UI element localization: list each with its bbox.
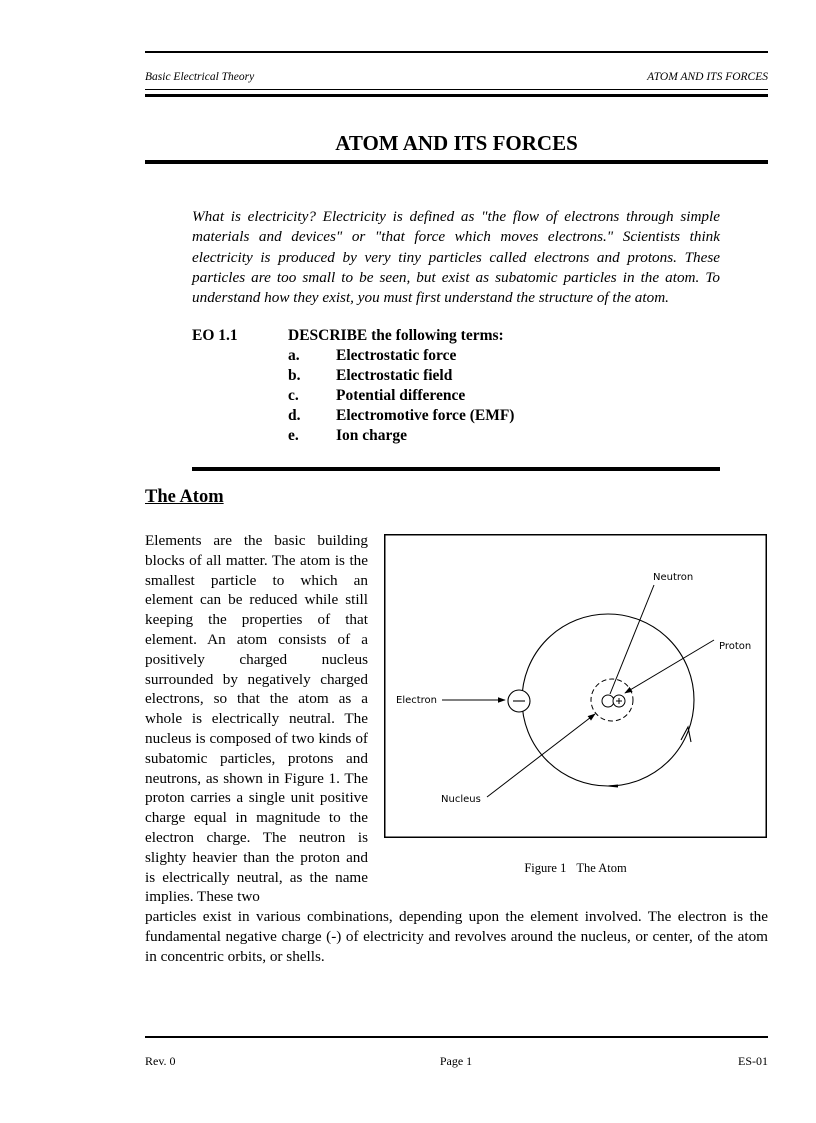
- header-bottom-rule-thick: [145, 94, 768, 97]
- objective-label: EO 1.1: [192, 327, 238, 344]
- objective-item-text: Potential difference: [336, 387, 466, 404]
- orbit-arrow-bottom: [608, 785, 618, 787]
- header-bottom-rule-thin: [145, 89, 768, 90]
- objective-heading: DESCRIBE the following terms:: [288, 327, 504, 344]
- title-rule: [145, 160, 768, 164]
- objective-item-text: Ion charge: [336, 427, 408, 444]
- neutron-particle: [602, 695, 614, 707]
- intro-paragraph: What is electricity? Electricity is defined as "the flow of electrons through simple materials and devices" or "that force which moves electrons." Scientists think electricity is produced by very tiny particles called electrons and protons. These particles are too small to be seen, but exist as subatomic particles in the atom. To understand how they exist, you must first understand the structure of the atom.: [192, 208, 720, 307]
- figure-caption-text: The Atom: [576, 861, 627, 875]
- atom-figure: [384, 534, 767, 838]
- objective-item-letter: c.: [288, 387, 299, 404]
- footer-doc-id: ES-01: [738, 1054, 768, 1068]
- proton-label: Proton: [719, 641, 752, 652]
- objective-item-letter: b.: [288, 367, 301, 384]
- objective-item-text: Electromotive force (EMF): [336, 407, 515, 424]
- header-right-text: ATOM AND ITS FORCES: [647, 71, 768, 83]
- orbit-arrow-right: [681, 727, 691, 742]
- footer-revision: Rev. 0: [145, 1054, 176, 1068]
- list-item: [288, 366, 514, 386]
- section-paragraph-column: Elements are the basic building blocks of all matter. The atom is the smallest particle to which an element can be reduced while still keeping the properties of that element. An atom consists of a positively charged nucleus surrounded by negatively charged electrons, so that the atom as a whole is electrically neutral. The nucleus is composed of two kinds of subatomic particles, protons and neutrons, as shown in Figure 1. The proton carries a single unit positive charge equal in magnitude to the electron charge. The neutron is slighty heavier than the proton and is electrically neutral, as the name implies. These two: [145, 532, 368, 906]
- footer-page-number: Page 1: [439, 1054, 473, 1068]
- section-paragraph-full: particles exist in various combinations, depending upon the element involved. The electron is the fundamental negative charge (-) of electricity and revolves around the nucleus, or center, of the atom in concentric orbits, or shells.: [145, 908, 768, 965]
- list-item: [288, 386, 514, 406]
- list-item: [288, 346, 514, 366]
- list-item: [288, 406, 514, 426]
- page-title: ATOM AND ITS FORCES: [335, 131, 578, 155]
- proton-leader: [625, 640, 714, 693]
- objective-item-text: Electrostatic field: [336, 367, 453, 384]
- footer-rule: [145, 1036, 768, 1038]
- objective-item-letter: d.: [288, 407, 301, 424]
- objective-rule: [192, 467, 720, 471]
- neutron-label: Neutron: [653, 572, 694, 583]
- list-item: [288, 426, 514, 446]
- figure-caption-number: Figure 1: [524, 861, 567, 875]
- electron-label: Electron: [396, 695, 438, 706]
- objective-item-text: Electrostatic force: [336, 347, 457, 364]
- figure-border: [385, 535, 767, 838]
- objective-item-letter: a.: [288, 347, 300, 364]
- header-top-rule: [145, 51, 768, 53]
- objective-item-letter: e.: [288, 427, 299, 444]
- atom-diagram: [384, 534, 767, 838]
- nucleus-leader: [487, 714, 595, 797]
- figure-caption: [384, 861, 767, 876]
- header-left-text: Basic Electrical Theory: [145, 71, 255, 83]
- section-title: The Atom: [145, 487, 224, 507]
- neutron-leader: [610, 585, 654, 694]
- objective-list: [288, 346, 514, 446]
- nucleus-label: Nucleus: [441, 794, 481, 805]
